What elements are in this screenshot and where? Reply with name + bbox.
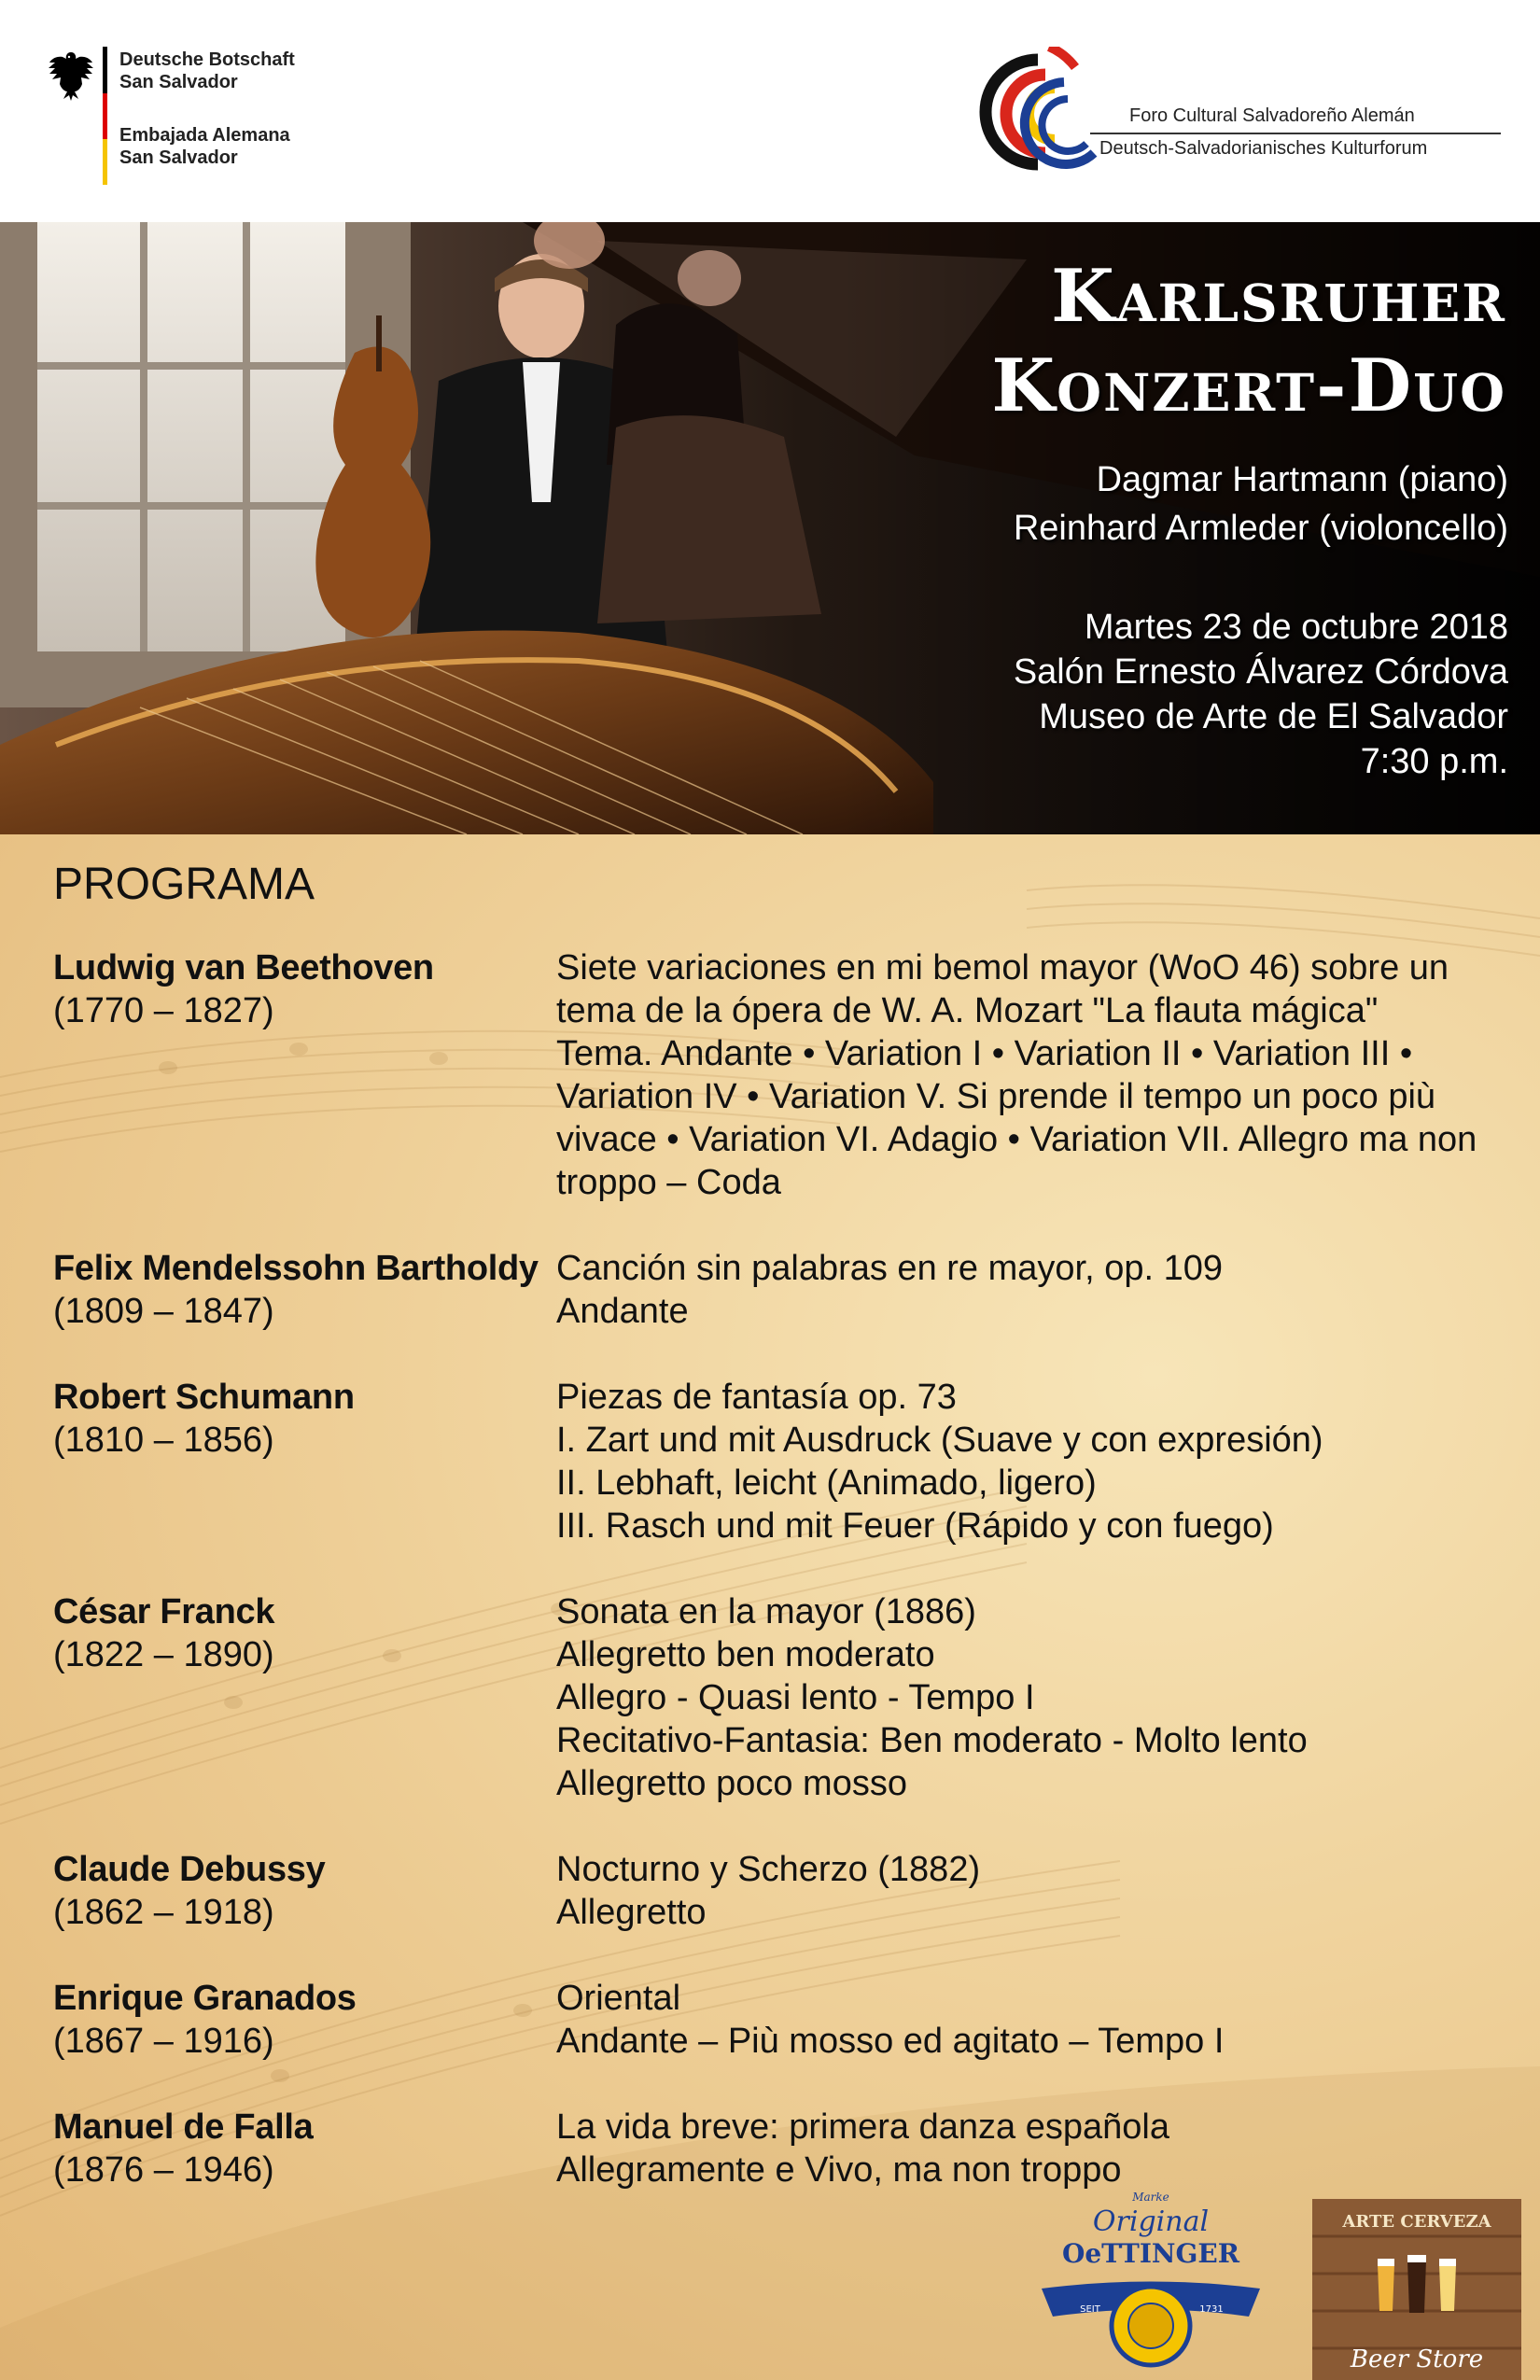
composer-name: Robert Schumann (53, 1378, 355, 1417)
work-line: Piezas de fantasía op. 73 (556, 1378, 957, 1417)
composer-block (53, 2106, 313, 2191)
foro-name-german: Deutsch-Salvadorianisches Kulturforum (1099, 138, 1428, 159)
embassy-name-spanish: Embajada Alemana San Salvador (119, 125, 290, 168)
work-line: Oriental (556, 1979, 681, 2018)
work-description (556, 2106, 1518, 2191)
composer-years: (1822 – 1890) (53, 1635, 274, 1674)
work-line: La vida breve: primera danza española (556, 2107, 1169, 2147)
composer-block (53, 946, 434, 1032)
foro-divider (1090, 133, 1501, 134)
composer-block (53, 1977, 357, 2063)
work-line: tema de la ópera de W. A. Mozart "La flauta mágica" (556, 991, 1379, 1030)
work-line: vivace • Variation VI. Adagio • Variation VII. Allegro ma non (556, 1120, 1477, 1159)
event-date: Martes 23 de octubre 2018 (1084, 608, 1508, 647)
event-title: Karlsruher Konzert-Duo (991, 254, 1506, 428)
event-museum: Museo de Arte de El Salvador (1039, 697, 1508, 736)
arte-cerveza-text: ARTE CERVEZA (1342, 2212, 1491, 2232)
embassy-name-german: Deutsche Botschaft San Salvador (119, 49, 295, 92)
composer-years: (1770 – 1827) (53, 991, 274, 1030)
foro-cultural-logo-icon (971, 47, 1109, 196)
composer-name: Claude Debussy (53, 1850, 326, 1889)
oettinger-logo (1032, 2186, 1269, 2380)
oettinger-marke-text: Marke (1132, 2191, 1169, 2204)
work-line: III. Rasch und mit Feuer (Rápido y con fuego) (556, 1506, 1274, 1546)
header (0, 0, 1540, 222)
composer-years: (1867 – 1916) (53, 2022, 274, 2061)
composer-name: Manuel de Falla (53, 2107, 314, 2147)
german-flag-bar (103, 47, 107, 185)
work-line: Allegramente e Vivo, ma non troppo (556, 2150, 1122, 2190)
work-line: Siete variaciones en mi bemol mayor (WoO 46) sobre un (556, 948, 1449, 987)
composer-name: Ludwig van Beethoven (53, 948, 434, 987)
composer-name: César Franck (53, 1592, 275, 1631)
composer-years: (1810 – 1856) (53, 1421, 274, 1460)
work-line: II. Lebhaft, leicht (Animado, ligero) (556, 1463, 1097, 1503)
work-description (556, 1590, 1518, 1805)
work-line: Andante (556, 1292, 689, 1331)
composer-block (53, 1848, 325, 1934)
work-line: Allegro - Quasi lento - Tempo I (556, 1678, 1035, 1717)
work-description (556, 1247, 1518, 1333)
event-details (1014, 605, 1508, 784)
german-eagle-icon (47, 49, 95, 103)
event-venue: Salón Ernesto Álvarez Córdova (1013, 652, 1508, 692)
oettinger-seit-text: SEIT (1080, 2304, 1100, 2315)
work-line: Sonata en la mayor (1886) (556, 1592, 976, 1631)
program-section (0, 834, 1540, 2380)
work-line: Allegretto ben moderato (556, 1635, 935, 1674)
composer-block (53, 1590, 274, 1676)
composer-name: Felix Mendelssohn Bartholdy (53, 1249, 539, 1288)
program-list (0, 834, 1540, 2380)
work-line: I. Zart und mit Ausdruck (Suave y con expresión) (556, 1421, 1323, 1460)
performers: Dagmar Hartmann (piano) Reinhard Armleder (violoncello) (1013, 460, 1508, 548)
beer-store-text: Beer Store (1350, 2345, 1484, 2373)
work-description (556, 946, 1518, 1204)
work-line: Allegretto poco mosso (556, 1764, 907, 1803)
work-line: Allegretto (556, 1893, 707, 1932)
work-line: Recitativo-Fantasia: Ben moderato - Molto lento (556, 1721, 1308, 1760)
event-time: 7:30 p.m. (1360, 742, 1508, 781)
work-line: Andante – Più mosso ed agitato – Tempo I (556, 2022, 1225, 2061)
program-heading: PROGRAMA (53, 860, 315, 909)
foro-name-spanish: Foro Cultural Salvadoreño Alemán (1129, 105, 1415, 126)
work-description (556, 1376, 1518, 1547)
composer-years: (1809 – 1847) (53, 1292, 274, 1331)
work-line: Nocturno y Scherzo (1882) (556, 1850, 981, 1889)
work-line: troppo – Coda (556, 1163, 781, 1202)
work-line: Variation IV • Variation V. Si prende il tempo un poco più (556, 1077, 1436, 1116)
work-description (556, 1848, 1518, 1934)
work-line: Canción sin palabras en re mayor, op. 109 (556, 1249, 1223, 1288)
oettinger-original-text: Original (1092, 2205, 1210, 2238)
oettinger-year-text: 1731 (1199, 2304, 1224, 2315)
composer-block (53, 1376, 355, 1462)
composer-years: (1876 – 1946) (53, 2150, 274, 2190)
composer-name: Enrique Granados (53, 1979, 357, 2018)
arte-cerveza-logo (1312, 2199, 1521, 2380)
work-line: Tema. Andante • Variation I • Variation II • Variation III • (556, 1034, 1413, 1073)
oettinger-name-text: OeTTINGER (1061, 2238, 1240, 2269)
hero-banner (0, 222, 1540, 834)
composer-block (53, 1247, 539, 1333)
work-description (556, 1977, 1518, 2063)
composer-years: (1862 – 1918) (53, 1893, 274, 1932)
